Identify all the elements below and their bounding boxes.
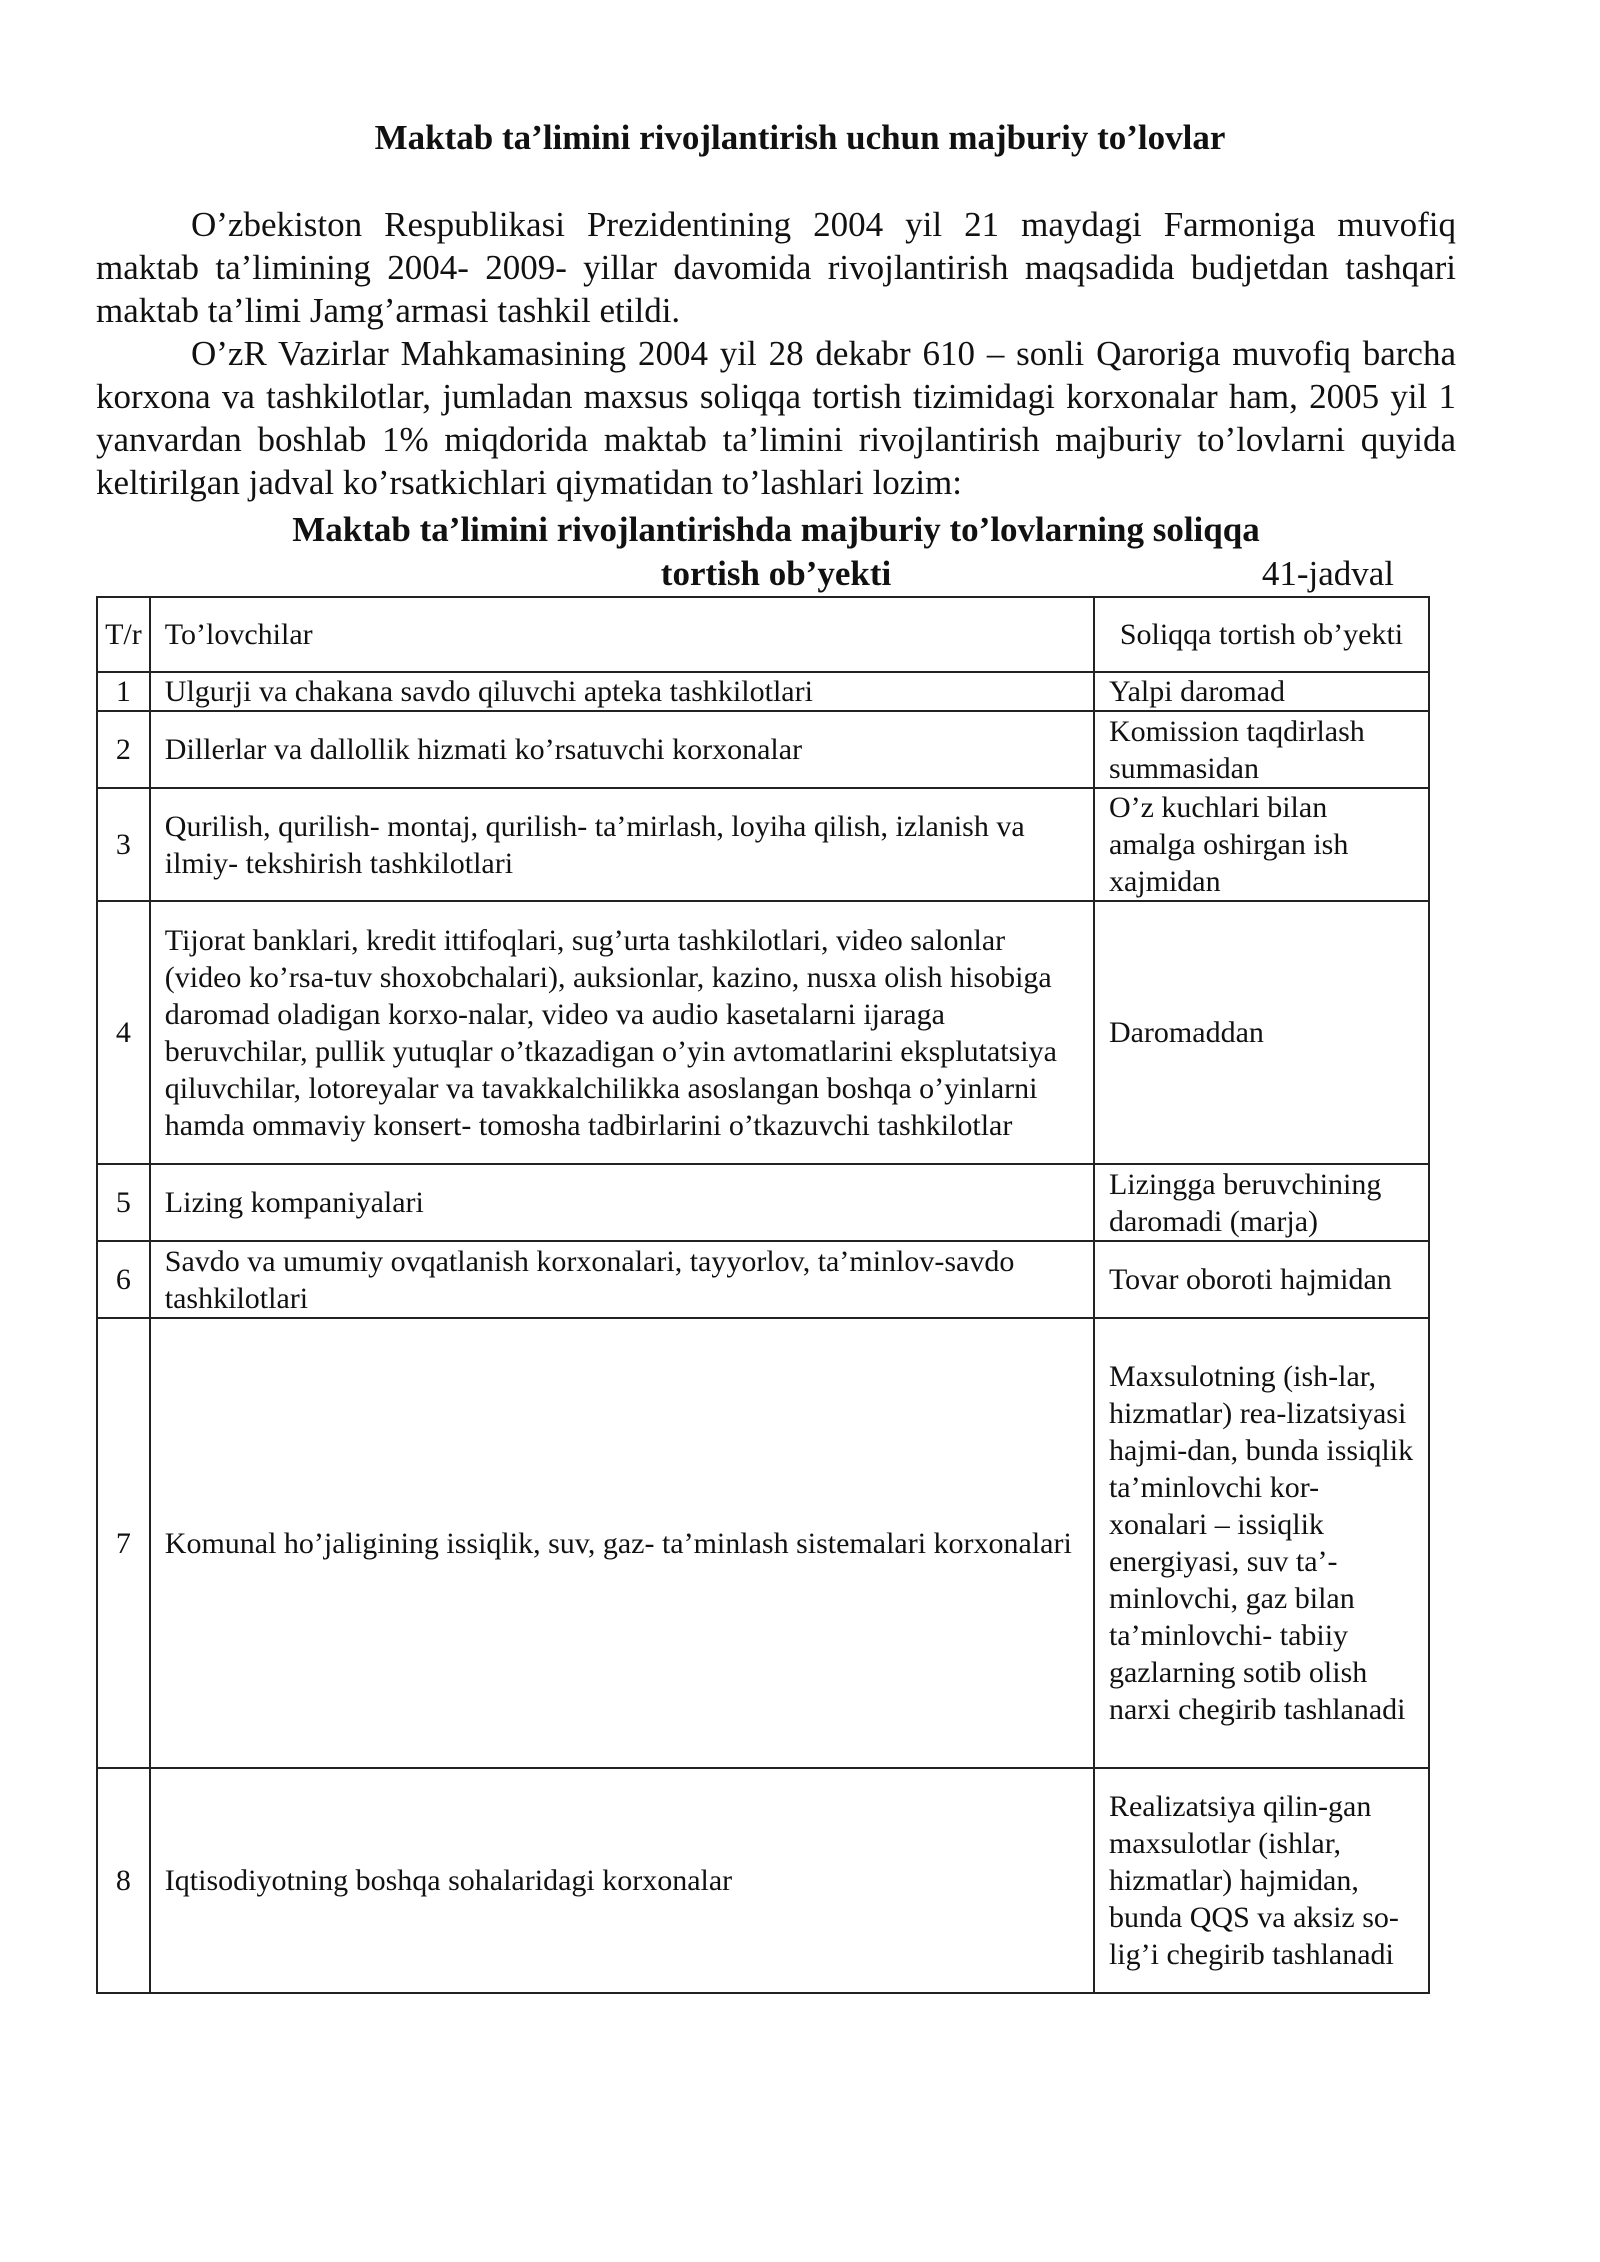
- tax-object-table: [96, 596, 1430, 1994]
- row-number: 2: [97, 711, 150, 788]
- paragraph: O’zbekiston Respublikasi Prezidentining 2004 yil 21 maydagi Farmoniga muvofiq maktab ta’limining 2004- 2009- yillar davomida rivojlantirish maqsadida budjetdan tashqari maktab ta’limi Jamg’armasi tashkil etildi.: [96, 205, 1456, 330]
- row-number: 8: [97, 1768, 150, 1993]
- row-tax-object: Realizatsiya qilin-gan maxsulotlar (ishlar, hizmatlar) hajmidan, bunda QQS va aksiz so-lig’i chegirib tashlanadi: [1094, 1768, 1429, 1993]
- row-payers: Tijorat banklari, kredit ittifoqlari, sug’urta tashkilotlari, video salonlar (video ko’rsa-tuv shoxobchalari), auksionlar, kazino, nusxa olish hisobiga daromad oladigan korxo-nalar, video va audio kasetalarni ijaraga beruvchilar, pullik yutuqlar o’tkazadigan o’yin avtomatlarini eksplutatsiya qiluvchilar, lotoreyalar va tavakkalchilikka asoslangan boshqa o’yinlarni hamda ommaviy konsert- tomosha tadbirlarini o’tkazuvchi tashkilotlar: [150, 901, 1094, 1164]
- row-tax-object: Komission taqdirlash summasidan: [1094, 711, 1429, 788]
- row-number: 6: [97, 1241, 150, 1318]
- row-number: 1: [97, 672, 150, 711]
- row-tax-object: Daromaddan: [1094, 901, 1429, 1164]
- row-payers: Savdo va umumiy ovqatlanish korxonalari, tayyorlov, ta’minlov-savdo tashkilotlari: [150, 1241, 1094, 1318]
- row-payers: Ulgurji va chakana savdo qiluvchi apteka tashkilotlari: [150, 672, 1094, 711]
- row-tax-object: Tovar oboroti hajmidan: [1094, 1241, 1429, 1318]
- row-tax-object: Lizingga beruvchining daromadi (marja): [1094, 1164, 1429, 1241]
- table-header-row: [97, 597, 1429, 672]
- row-payers: Dillerlar va dallollik hizmati ko’rsatuvchi korxonalar: [150, 711, 1094, 788]
- table-row: [97, 711, 1429, 788]
- table-row: [97, 672, 1429, 711]
- table-row: [97, 1241, 1429, 1318]
- paragraph: O’zR Vazirlar Mahkamasining 2004 yil 28 dekabr 610 – sonli Qaroriga muvofiq barcha korxona va tashkilotlar, jumladan maxsus soliqqa tortish tizimidagi korxonalar ham, 2005 yil 1 yanvardan boshlab 1% miqdorida maktab ta’limini rivojlantirish majburiy to’lovlarni quyida keltirilgan jadval ko’rsatkichlari qiymatidan to’lashlari lozim:: [96, 334, 1456, 502]
- row-tax-object: Yalpi daromad: [1094, 672, 1429, 711]
- table-heading: [96, 508, 1456, 598]
- row-payers: Qurilish, qurilish- montaj, qurilish- ta’mirlash, loyiha qilish, izlanish va ilmiy- tekshirish tashkilotlari: [150, 788, 1094, 901]
- header-payers: To’lovchilar: [150, 597, 1094, 672]
- header-number: T/r: [97, 597, 150, 672]
- row-tax-object: Maxsulotning (ish-lar, hizmatlar) rea-lizatsiyasi hajmi-dan, bunda issiqlik ta’minlovchi kor-xonalari – issiqlik energiyasi, suv ta’-minlovchi, gaz bilan ta’minlovchi- tabiiy gazlarning sotib olish narxi chegirib tashlanadi: [1094, 1318, 1429, 1768]
- header-tax-object: Soliqqa tortish ob’yekti: [1094, 597, 1429, 672]
- table-row: [97, 1318, 1429, 1768]
- row-payers: Lizing kompaniyalari: [150, 1164, 1094, 1241]
- row-number: 5: [97, 1164, 150, 1241]
- row-tax-object: O’z kuchlari bilan amalga oshirgan ish xajmidan: [1094, 788, 1429, 901]
- row-payers: Iqtisodiyotning boshqa sohalaridagi korxonalar: [150, 1768, 1094, 1993]
- row-number: 4: [97, 901, 150, 1164]
- table-row: [97, 1164, 1429, 1241]
- table-row: [97, 901, 1429, 1164]
- document-body: [96, 203, 1456, 504]
- table-heading-line-2: tortish ob’yekti: [660, 554, 892, 593]
- document-title: Maktab ta’limini rivojlantirish uchun majburiy to’lovlar: [374, 118, 1226, 157]
- row-payers: Komunal ho’jaligining issiqlik, suv, gaz- ta’minlash sistemalari korxonalari: [150, 1318, 1094, 1768]
- row-number: 7: [97, 1318, 150, 1768]
- row-number: 3: [97, 788, 150, 901]
- table-number-label: 41-jadval: [1261, 554, 1394, 593]
- table-row: [97, 788, 1429, 901]
- table-row: [97, 1768, 1429, 1993]
- table-heading-line-1: Maktab ta’limini rivojlantirishda majburiy to’lovlarning soliqqa: [292, 510, 1260, 549]
